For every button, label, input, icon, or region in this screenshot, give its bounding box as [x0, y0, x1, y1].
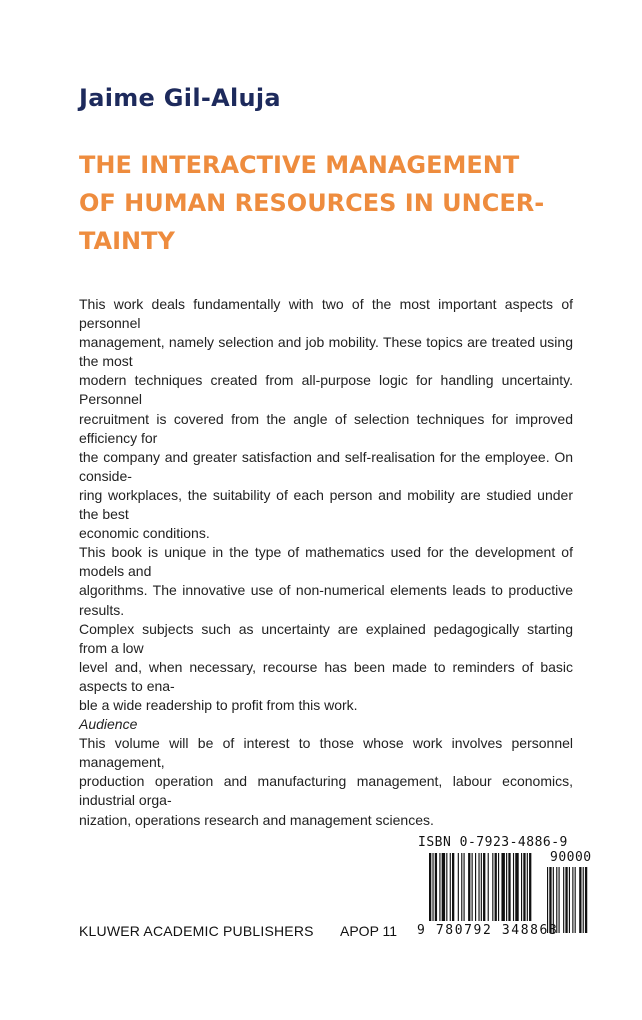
audience-line: This volume will be of interest to those whose work involves personnel management,: [79, 735, 573, 771]
barcode-bar: [498, 853, 499, 921]
barcode-bar: [432, 853, 433, 921]
barcode-bar: [515, 853, 518, 921]
desc-line: ring workplaces, the suitability of each person and mobility are studied under the best: [79, 486, 573, 523]
publisher-name: KLUWER ACADEMIC PUBLISHERS: [79, 923, 314, 939]
barcode-bar: [446, 853, 447, 921]
barcode-bar: [468, 853, 470, 921]
desc-line: This work deals fundamentally with two of the most important aspects of personnel: [79, 296, 573, 332]
desc-line: Complex subjects such as uncertainty are explained pedagogically starting from a low: [79, 620, 573, 656]
desc-line: economic conditions.: [79, 525, 210, 542]
barcode-bar: [523, 853, 525, 921]
desc-line: recruitment is covered from the angle of selection techniques for improved efficiency for: [79, 410, 573, 446]
barcode-bar: [435, 853, 437, 921]
desc-line: algorithms. The innovative use of non-numerical elements leads to productive results.: [79, 582, 573, 618]
barcode-bar: [506, 853, 507, 921]
barcode-bar: [478, 853, 479, 921]
barcode-bar: [475, 853, 476, 921]
isbn-barcode: [415, 835, 605, 939]
barcode-bar: [513, 853, 514, 921]
barcode-bar: [508, 853, 510, 921]
barcode-addon-bar: [563, 867, 564, 933]
isbn-label: ISBN 0-7923-4886-9: [418, 835, 568, 850]
barcode-bar: [529, 853, 531, 921]
barcode-bar: [450, 853, 451, 921]
desc-line: modern techniques created from all-purpose logic for handling uncertainty. Personnel: [79, 372, 573, 408]
barcode-bar: [464, 853, 465, 921]
barcode-addon-bar: [583, 867, 584, 933]
desc-line: This book is unique in the type of mathematics used for the development of models and: [79, 544, 573, 580]
barcode-addon-bar: [575, 867, 576, 933]
barcode-addon-bar: [565, 867, 567, 933]
back-cover-description: [79, 295, 573, 830]
title-line: TAINTY: [79, 227, 175, 255]
barcode-bar: [472, 853, 473, 921]
desc-line: level and, when necessary, recourse has been made to reminders of basic aspects to ena-: [79, 658, 573, 694]
desc-line: management, namely selection and job mobility. These topics are treated using the most: [79, 334, 573, 370]
price-code: 90000: [550, 850, 592, 865]
barcode-bar: [483, 853, 485, 921]
barcode-bar: [442, 853, 445, 921]
barcode-bar: [527, 853, 528, 921]
barcode-bar: [495, 853, 497, 921]
title-line: OF HUMAN RESOURCES IN UNCER-: [79, 189, 545, 217]
barcode-bar: [488, 853, 489, 921]
barcode-bar: [521, 853, 522, 921]
barcode-addon-bar: [585, 867, 587, 933]
series-code: APOP 11: [340, 923, 398, 939]
barcode-addon-bar: [569, 867, 570, 933]
barcode-bar: [492, 853, 493, 921]
barcode-bar: [458, 853, 459, 921]
author-name: Jaime Gil-Aluja: [79, 84, 281, 112]
title-line: THE INTERACTIVE MANAGEMENT: [79, 151, 520, 179]
barcode-bar: [501, 853, 504, 921]
barcode-bar: [481, 853, 482, 921]
desc-line: the company and greater satisfaction and self-realisation for the employee. On conside-: [79, 448, 573, 484]
audience-line: nization, operations research and management sciences.: [79, 811, 434, 828]
barcode-addon-bar: [559, 867, 560, 933]
barcode-number: 9 780792 348863: [417, 923, 559, 938]
audience-line: production operation and manufacturing management, labour economics, industrial orga-: [79, 773, 573, 809]
barcode-addon-bar: [572, 867, 573, 933]
barcode-bar: [429, 853, 431, 921]
book-title: [79, 146, 579, 260]
audience-heading: Audience: [79, 716, 138, 733]
barcode-bar: [452, 853, 454, 921]
desc-line: ble a wide readership to profit from this work.: [79, 696, 358, 713]
barcode-addon-bar: [579, 867, 581, 933]
barcode-bar: [439, 853, 440, 921]
barcode-bar: [461, 853, 462, 921]
